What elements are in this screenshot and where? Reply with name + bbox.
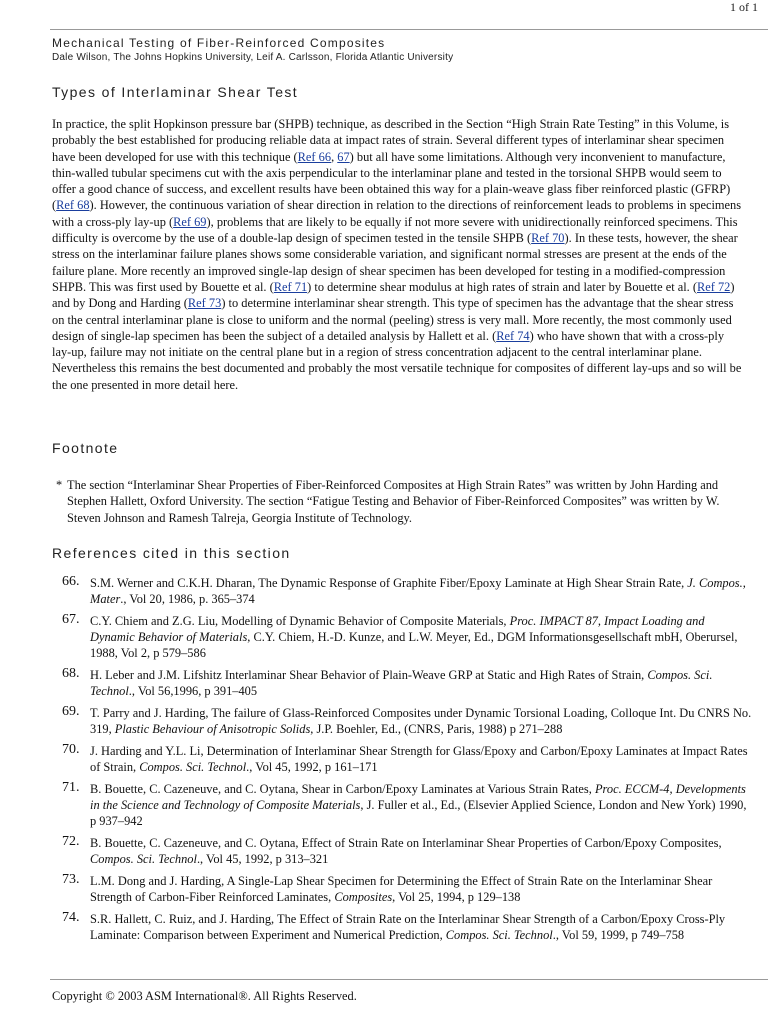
reference-item: [52, 835, 752, 868]
reference-journal: Compos. Sci. Technol: [90, 668, 713, 699]
paragraph-text: ) but all have some limitations. Although very inconvenient to manufacture, thin-walled tubular specimens cut with the axis perpendicular to the interlaminar plane and tested in the torsional SHPB would seem to offer a good chance of success, and excellent results have been obtained this way for a plain-weave glass fiber reinforced plastic (GFRP) (: [52, 149, 731, 213]
reference-text: ., Vol 20, 1986, p. 365–374: [120, 592, 255, 607]
reference-number: 68.: [62, 666, 80, 682]
reference-number: 70.: [62, 741, 80, 757]
reference-journal: Proc. IMPACT 87, Impact Loading and Dynamic Behavior of Materials: [90, 613, 705, 645]
reference-journal: Plastic Behaviour of Anisotropic Solids: [114, 722, 311, 737]
reference-text: S.R. Hallett, C. Ruiz, and J. Harding, The Effect of Strain Rate on the Interlaminar Shear Strength of a Carbon/Epoxy Cross-Ply Laminate: Comparison between Experiment and Numerical Prediction,: [90, 911, 726, 943]
reference-text: , J. Fuller et al., Ed., (Elsevier Applied Science, London and New York) 1990, p 937–942: [90, 798, 747, 829]
reference-journal: Composites: [334, 890, 393, 905]
ref-link-72[interactable]: Ref 72: [697, 279, 731, 294]
reference-text: ., Vol 45, 1992, p 313–321: [196, 852, 329, 867]
reference-text: B. Bouette, C. Cazeneuve, and C. Oytana, Effect of Strain Rate on Interlaminar Shear Properties of Carbon/Epoxy Composites,: [90, 835, 722, 850]
reference-number: 71.: [62, 779, 80, 795]
paragraph-text: ) to determine interlaminar shear strength. This type of specimen has the advantage that the shear stress on the central interlaminar plane is close to uniform and the normal (peeling) stress is very mall. More recently, the most commonly used design of single-lap specimen has been the subject of a detailed analysis by Hallett et al. (: [52, 296, 734, 343]
paragraph-text: ) who have shown that with a cross-ply lay-up, failure may not initiate on the central plane but in a region of stress concentration adjacent to the central interlaminar plane. Nevertheless this remains the best documented and probably the most versatile technique for composites of different lay-ups and so will be the one presented in more detail here.: [52, 328, 742, 392]
ref-link-70[interactable]: Ref 70: [531, 231, 565, 246]
paragraph-text: ). However, the continuous variation of shear direction in relation to the directions of reinforcement leads to problems in specimens with a cross-ply lay-up (: [52, 198, 742, 229]
ref-link-71[interactable]: Ref 71: [273, 279, 308, 294]
paragraph-text: In practice, the split Hopkinson pressure bar (SHPB) technique, as described in the Section “High Strain Rate Testing” in this Volume, is probably the best established for producing reliable data at impact rates of strain. Several different types of interlaminar shear specimen have been developed for use with this technique (: [52, 117, 730, 164]
reference-number: 69.: [62, 703, 80, 719]
paragraph-text: ,: [331, 149, 338, 164]
reference-item: [52, 575, 752, 608]
reference-text: , C.Y. Chiem, H.-D. Kunze, and L.W. Meyer, Ed., DGM Informationsgesellschaft mbH, Oberursel, 1988, Vol 2, p 579–586: [90, 630, 738, 661]
section-heading-footnote: Footnote: [52, 440, 119, 456]
reference-number: 73.: [62, 871, 80, 887]
reference-item: [52, 613, 752, 662]
paragraph-text: ) and by Dong and Harding (: [52, 279, 735, 311]
ref-link-74[interactable]: Ref 74: [496, 328, 530, 343]
reference-item: [52, 667, 752, 700]
reference-journal: Compos. Sci. Technol: [139, 760, 247, 775]
paragraph-text: ), problems that are likely to be equally if not more severe with unidirectionally reinforced specimens. This difficulty is overcome by the use of a double-lap design of specimen tested in the tensile SHPB (: [52, 214, 738, 246]
reference-item: [52, 911, 752, 944]
section-heading-types: Types of Interlaminar Shear Test: [52, 84, 299, 100]
reference-item: [52, 705, 752, 738]
ref-link-73[interactable]: Ref 73: [187, 296, 222, 311]
reference-text: , Vol 25, 1994, p 129–138: [392, 890, 521, 905]
reference-text: S.M. Werner and C.K.H. Dharan, The Dynamic Response of Graphite Fiber/Epoxy Laminate at High Shear Strain Rate,: [90, 576, 688, 590]
book-authors: Dale Wilson, The Johns Hopkins University, Leif A. Carlsson, Florida Atlantic University: [52, 52, 454, 63]
ref-link-67[interactable]: 67: [337, 149, 350, 164]
reference-text: L.M. Dong and J. Harding, A Single-Lap Shear Specimen for Determining the Effect of Strain Rate on the Interlaminar Shear Strength of Carbon-Fiber Reinforced Laminates,: [90, 873, 713, 905]
reference-text: J. Harding and Y.L. Li, Determination of Interlaminar Shear Strength for Glass/Epoxy and Carbon/Epoxy Laminates at Impact Rates of Strain,: [90, 743, 748, 775]
reference-list: [52, 575, 752, 949]
footnote-text: The section “Interlaminar Shear Properties of Fiber-Reinforced Composites at High Strain Rates” was written by John Harding and Stephen Hallett, Oxford University. The section “Fatigue Testing and Behavior of Fiber-Reinforced Composites” was written by W. Steven Johnson and Ramesh Talreja, Georgia Institute of Technology.: [67, 478, 720, 525]
reference-text: B. Bouette, C. Cazeneuve, and C. Oytana, Shear in Carbon/Epoxy Laminates at Various Strain Rates,: [90, 781, 595, 796]
copyright-notice: Copyright © 2003 ASM International®. All Rights Reserved.: [52, 989, 357, 1003]
reference-number: 72.: [62, 833, 80, 849]
body-paragraph: [52, 116, 742, 393]
reference-journal: Compos. Sci. Technol: [445, 928, 553, 943]
book-title: Mechanical Testing of Fiber-Reinforced Composites: [52, 36, 386, 50]
reference-item: [52, 743, 752, 776]
reference-journal: Compos. Sci. Technol: [90, 852, 197, 867]
reference-journal: J. Compos., Mater: [90, 576, 746, 607]
reference-text: , J.P. Boehler, Ed., (CNRS, Paris, 1988) p 271–288: [310, 722, 563, 737]
document-header: [52, 36, 752, 64]
ref-link-69[interactable]: Ref 69: [173, 214, 207, 229]
footnote: [56, 477, 736, 526]
reference-item: [52, 781, 752, 830]
reference-item: [52, 873, 752, 906]
reference-text: H. Leber and J.M. Lifshitz Interlaminar Shear Behavior of Plain-Weave GRP at Static and High Rates of Strain,: [90, 668, 648, 683]
reference-number: 67.: [62, 611, 80, 627]
section-heading-references: References cited in this section: [52, 545, 291, 561]
reference-number: 66.: [62, 574, 80, 589]
ref-link-68[interactable]: Ref 68: [56, 198, 90, 213]
reference-text: C.Y. Chiem and Z.G. Liu, Modelling of Dynamic Behavior of Composite Materials,: [90, 613, 510, 628]
footer-divider: [50, 979, 768, 980]
reference-text: ., Vol 56,1996, p 391–405: [128, 684, 258, 699]
reference-text: T. Parry and J. Harding, The failure of Glass-Reinforced Composites under Dynamic Torsional Loading, Colloque Int. Du CNRS No. 319,: [90, 705, 752, 737]
reference-text: ., Vol 59, 1999, p 749–758: [552, 928, 685, 943]
page-indicator: 1 of 1: [730, 0, 758, 14]
header-divider: [50, 29, 768, 30]
paragraph-text: ) to determine shear modulus at high rates of strain and later by Bouette et al. (: [307, 279, 697, 294]
reference-text: ., Vol 45, 1992, p 161–171: [246, 760, 378, 775]
reference-journal: Proc. ECCM-4, Developments in the Science and Technology of Composite Materials: [90, 781, 746, 813]
reference-number: 74.: [62, 909, 80, 925]
ref-link-66[interactable]: Ref 66: [297, 149, 332, 164]
paragraph-text: ). In these tests, however, the shear stress on the interlaminar failure planes shows some considerable variation, and significant normal stresses are present at the ends of the failure plane. More recently an improved single-lap design of shear specimen has been developed for testing in a modified-compression SHPB. This was first used by Bouette et al. (: [52, 231, 738, 294]
footnote-marker: *: [56, 478, 63, 492]
